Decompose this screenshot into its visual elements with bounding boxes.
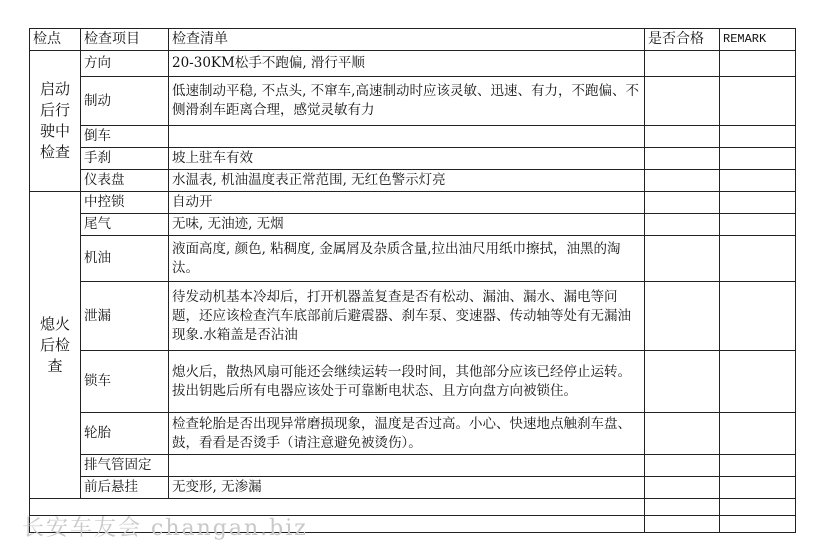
pass-cell[interactable] [645, 126, 720, 148]
remark-cell[interactable] [720, 516, 796, 533]
checklist-cell: 无味, 无油迹, 无烟 [169, 214, 645, 236]
checklist-cell: 自动开 [169, 192, 645, 214]
group-label-line: 查 [47, 356, 63, 375]
group-label-line: 检查 [39, 143, 70, 161]
item-cell: 泄漏 [81, 282, 169, 351]
checklist-cell [169, 126, 645, 148]
table-row [30, 148, 796, 170]
item-cell: 中控锁 [81, 192, 169, 214]
header-remark: REMARK [720, 29, 796, 51]
item-cell: 仪表盘 [81, 170, 169, 192]
table-row [30, 51, 796, 77]
item-cell: 排气管固定 [81, 455, 169, 477]
checklist-cell [169, 455, 645, 477]
item-cell: 锁车 [81, 351, 169, 413]
checklist-cell: 液面高度, 颜色, 粘稠度, 金属屑及杂质含量,拉出油尺用纸巾擦拭，油黑的淘汰。 [169, 236, 645, 282]
checklist-cell: 坡上驻车有效 [169, 148, 645, 170]
pass-cell[interactable] [645, 148, 720, 170]
pass-cell[interactable] [645, 455, 720, 477]
group-label-line: 后检 [39, 335, 70, 354]
table-row [30, 455, 796, 477]
table-row [30, 126, 796, 148]
table-row [30, 282, 796, 351]
pass-cell[interactable] [645, 413, 720, 455]
remark-cell[interactable] [720, 499, 796, 516]
table-row [30, 236, 796, 282]
remark-cell[interactable] [720, 51, 796, 77]
checklist-cell: 低速制动平稳, 不点头, 不窜车,高速制动时应该灵敏、迅速、有力，不跑偏、不侧滑刹车距离合理，感觉灵敏有力 [169, 77, 645, 126]
table-row [30, 477, 796, 499]
header-check-item: 检查项目 [81, 29, 169, 51]
remark-cell[interactable] [720, 236, 796, 282]
item-cell: 制动 [81, 77, 169, 126]
pass-cell[interactable] [645, 214, 720, 236]
header-pass: 是否合格 [645, 29, 720, 51]
item-cell: 倒车 [81, 126, 169, 148]
table-row [30, 192, 796, 214]
table-row [30, 351, 796, 413]
table-row [30, 170, 796, 192]
pass-cell[interactable] [645, 51, 720, 77]
checklist-cell: 待发动机基本冷却后，打开机器盖复查是否有松动、漏油、漏水、漏电等问题，还应该检查汽车底部前后避震器、刹车泵、变速器、传动轴等处有无漏油现象.水箱盖是否沾油 [169, 282, 645, 351]
item-cell: 前后悬挂 [81, 477, 169, 499]
table-row [30, 214, 796, 236]
item-cell: 方向 [81, 51, 169, 77]
remark-cell[interactable] [720, 148, 796, 170]
remark-cell[interactable] [720, 455, 796, 477]
remark-cell[interactable] [720, 192, 796, 214]
inspection-checklist-table [29, 28, 796, 533]
group-label-line: 后行 [39, 101, 70, 119]
checklist-cell: 20-30KM松手不跑偏, 滑行平顺 [169, 51, 645, 77]
pass-cell[interactable] [645, 236, 720, 282]
pass-cell[interactable] [645, 477, 720, 499]
remark-cell[interactable] [720, 126, 796, 148]
remark-cell[interactable] [720, 282, 796, 351]
remark-cell[interactable] [720, 351, 796, 413]
item-cell: 手刹 [81, 148, 169, 170]
pass-cell[interactable] [645, 516, 720, 533]
group-label-line: 启动 [39, 80, 70, 98]
header-checklist: 检查清单 [169, 29, 645, 51]
header-check-point: 检点 [30, 29, 81, 51]
checklist-cell: 熄火后，散热风扇可能还会继续运转一段时间，其他部分应该已经停止运转。拔出钥匙后所有电器应该处于可靠断电状态、且方向盘方向被锁住。 [169, 351, 645, 413]
pass-cell[interactable] [645, 170, 720, 192]
site-watermark: 长安车友会 changan.biz [22, 516, 308, 541]
remark-cell[interactable] [720, 214, 796, 236]
pass-cell[interactable] [645, 77, 720, 126]
remark-cell[interactable] [720, 477, 796, 499]
remark-cell[interactable] [720, 170, 796, 192]
pass-cell[interactable] [645, 351, 720, 413]
group-label-driving-check [30, 51, 81, 192]
header-row [30, 29, 796, 51]
checklist-cell: 无变形, 无渗漏 [169, 477, 645, 499]
table-row [30, 77, 796, 126]
table-row [30, 413, 796, 455]
pass-cell[interactable] [645, 282, 720, 351]
group-label-line: 驶中 [39, 122, 70, 140]
remark-cell[interactable] [720, 77, 796, 126]
item-cell: 尾气 [81, 214, 169, 236]
checklist-cell: 检查轮胎是否出现异常磨损现象，温度是否过高。小心、快速地点触刹车盘、鼓，看看是否烫手（请注意避免被烫伤）。 [169, 413, 645, 455]
item-cell: 轮胎 [81, 413, 169, 455]
item-cell: 机油 [81, 236, 169, 282]
pass-cell[interactable] [645, 499, 720, 516]
remark-cell[interactable] [720, 413, 796, 455]
pass-cell[interactable] [645, 192, 720, 214]
group-label-after-shutdown [30, 192, 81, 499]
group-label-line: 熄火 [39, 314, 70, 333]
checklist-cell: 水温表, 机油温度表正常范围, 无红色警示灯亮 [169, 170, 645, 192]
